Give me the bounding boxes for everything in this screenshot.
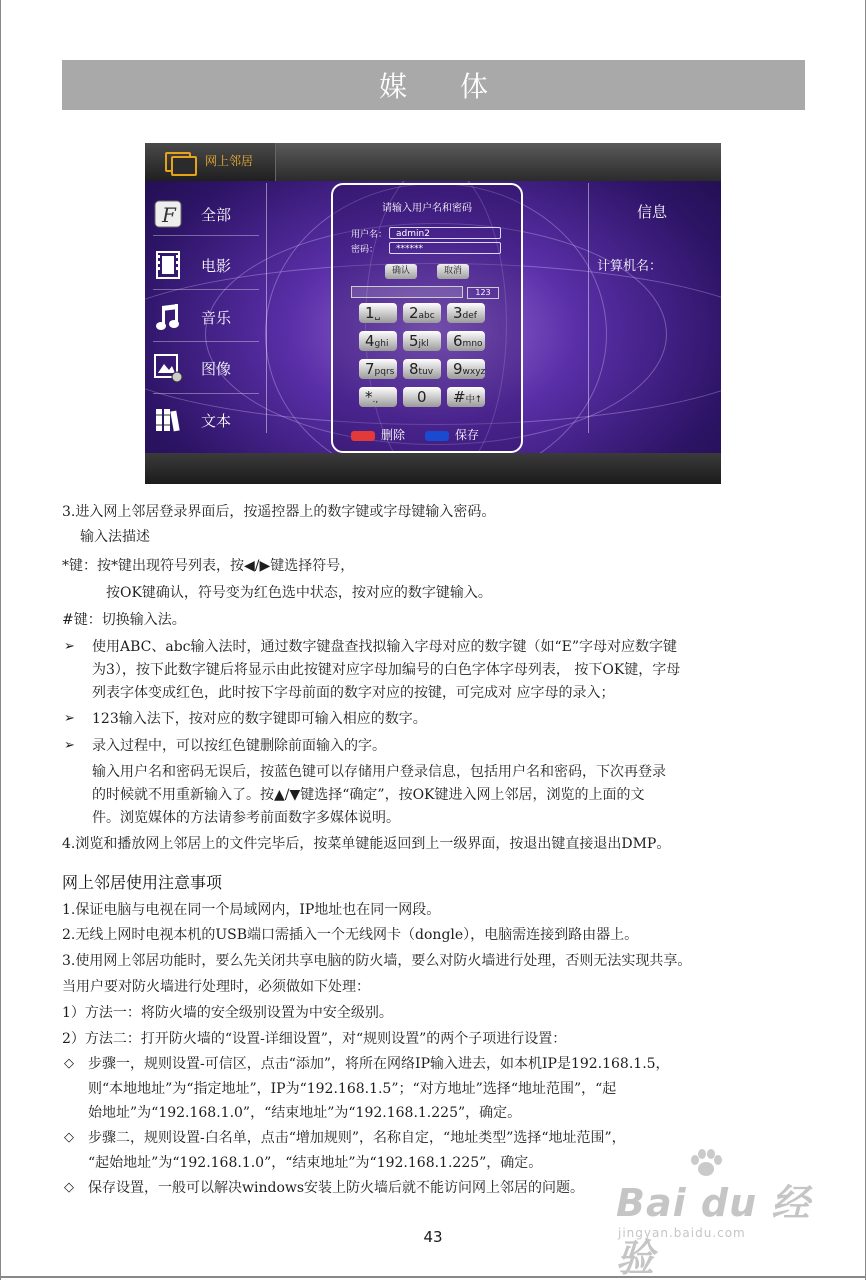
key-hash[interactable] xyxy=(447,387,485,407)
page-border-left xyxy=(0,0,1,1280)
key-main: 8 xyxy=(409,360,419,378)
menu-item-all[interactable] xyxy=(153,192,259,236)
key-main: # xyxy=(453,388,466,406)
key-6[interactable] xyxy=(447,331,485,351)
section-title: 媒 体 xyxy=(379,70,510,103)
password-input[interactable]: ****** xyxy=(389,242,501,254)
paragraph: 按OK键确认，符号变为红色选中状态，按对应的数字键输入。 xyxy=(106,585,492,601)
key-sub: tuv xyxy=(418,367,434,377)
menu-label: 电影 xyxy=(201,256,232,275)
key-main: 3 xyxy=(453,304,463,322)
menu-item-text[interactable] xyxy=(153,398,259,442)
music-note-icon xyxy=(153,302,183,332)
menu-item-music[interactable] xyxy=(153,295,259,339)
arrow-bullet-icon: ➢ xyxy=(64,738,75,753)
paragraph: 123输入法下，按对应的数字键即可输入相应的数字。 xyxy=(92,711,427,727)
key-9[interactable] xyxy=(447,359,485,379)
info-title: 信息 xyxy=(637,203,668,221)
key-4[interactable] xyxy=(359,331,397,351)
computer-name-label: 计算机名： xyxy=(597,259,663,274)
paragraph: 使用ABC、abc输入法时，通过数字键盘查找拟输入字母对应的数字键（如“E”字母对应数字键 xyxy=(92,639,678,655)
key-1[interactable] xyxy=(359,303,397,323)
key-sub: ghi xyxy=(374,339,389,349)
username-input[interactable]: admin2 xyxy=(389,227,501,239)
baidu-watermark xyxy=(596,1148,818,1280)
arrow-bullet-icon: ➢ xyxy=(64,639,75,654)
watermark-text: Bai du 经验 xyxy=(616,1181,811,1280)
paragraph: 2.无线上网时电视本机的USB端口需插入一个无线网卡（dongle），电脑需连接到路由器上。 xyxy=(62,927,639,943)
key-8[interactable] xyxy=(403,359,441,379)
red-key-icon xyxy=(351,431,375,441)
books-icon xyxy=(153,405,183,435)
blue-key-icon xyxy=(425,431,449,441)
divider-line xyxy=(588,183,589,433)
diamond-bullet-icon: ◇ xyxy=(64,1180,74,1195)
input-mode: 123 xyxy=(467,287,499,299)
username-label: 用户名： xyxy=(351,230,388,240)
menu-item-movie[interactable] xyxy=(153,243,259,287)
confirm-button[interactable]: 确认 xyxy=(385,264,417,279)
paragraph: 输入法描述 xyxy=(80,529,150,545)
paragraph: 3.使用网上邻居功能时，要么先关闭共享电脑的防火墙，要么对防火墙进行处理，否则无法实现共享。 xyxy=(62,953,692,969)
key-main: * xyxy=(365,388,373,406)
password-label: 密码： xyxy=(351,245,379,255)
paragraph: 始地址”为“192.168.1.0”，“结束地址”为“192.168.1.225”，确定。 xyxy=(88,1105,522,1121)
page-number: 43 xyxy=(423,1228,443,1246)
paragraph: 1.保证电脑与电视在同一个局域网内，IP地址也在同一网段。 xyxy=(62,902,441,918)
key-sub: def xyxy=(462,311,477,321)
paragraph: 保存设置，一般可以解决windows安装上防火墙后就不能访问网上邻居的问题。 xyxy=(88,1180,585,1196)
arrow-bullet-icon: ➢ xyxy=(64,711,75,726)
paragraph: 步骤一，规则设置-可信区，点击“添加”，将所在网络IP输入进去，如本机IP是192.168.1.5， xyxy=(88,1056,670,1072)
paragraph: 1）方法一：将防火墙的安全级别设置为中安全级别。 xyxy=(62,1005,393,1021)
menu-label: 文本 xyxy=(201,411,232,430)
paragraph: 则“本地地址”为“指定地址”，IP为“192.168.1.5”；“对方地址”选择“地址范围”，“起 xyxy=(88,1081,617,1097)
diamond-bullet-icon: ◇ xyxy=(64,1056,74,1071)
paragraph: 输入用户名和密码无误后，按蓝色键可以存储用户登录信息，包括用户名和密码，下次再登录 xyxy=(92,764,666,780)
key-sub: 中↑ xyxy=(465,395,483,405)
menu-divider xyxy=(153,341,259,342)
key-sub: abc xyxy=(418,311,435,321)
image-icon xyxy=(153,353,183,383)
save-label: 保存 xyxy=(455,428,480,442)
paragraph: 的时候就不用重新输入了。按▲/▼键选择“确定”，按OK键进入网上邻居，浏览的上面的文 xyxy=(92,787,645,803)
bottom-bar xyxy=(145,453,721,484)
key-sub: mno xyxy=(462,339,483,349)
notes-heading: 网上邻居使用注意事项 xyxy=(62,873,223,892)
top-tab xyxy=(145,143,276,181)
monitor-icon xyxy=(171,156,197,176)
paragraph: 步骤二，规则设置-白名单，点击“增加规则”，名称自定，“地址类型”选择“地址范围”， xyxy=(88,1130,626,1146)
file-f-icon xyxy=(153,199,183,229)
key-sub: pqrs xyxy=(374,367,395,377)
paragraph: #键：切换输入法。 xyxy=(62,612,186,628)
paragraph: 录入过程中，可以按红色键删除前面输入的字。 xyxy=(92,738,386,754)
key-main: 7 xyxy=(365,360,375,378)
login-dialog xyxy=(331,183,523,453)
key-0[interactable] xyxy=(403,387,441,407)
key-main: 0 xyxy=(417,388,427,406)
menu-label: 图像 xyxy=(201,359,232,378)
key-sub: wxyz xyxy=(462,367,486,377)
key-sub: jkl xyxy=(418,339,429,349)
menu-label: 音乐 xyxy=(201,308,232,327)
paragraph: *键：按*键出现符号列表，按◀/▶键选择符号， xyxy=(62,558,355,574)
svg-text:F: F xyxy=(162,203,176,227)
key-main: 1 xyxy=(365,304,375,322)
dialog-title: 请输入用户名和密码 xyxy=(382,203,472,214)
key-5[interactable] xyxy=(403,331,441,351)
divider-line xyxy=(266,183,267,433)
paragraph: 列表字体变成红色，此时按下字母前面的数字对应的按键，可完成对 应字母的录入； xyxy=(92,685,615,701)
network-neighborhood-screenshot xyxy=(145,143,721,484)
paragraph: 4.浏览和播放网上邻居上的文件完毕后，按菜单键能返回到上一级界面，按退出键直接退出DMP。 xyxy=(62,836,671,852)
diamond-bullet-icon: ◇ xyxy=(64,1130,74,1145)
menu-divider xyxy=(153,235,259,236)
paragraph: “起始地址”为“192.168.1.0”，“结束地址”为“192.168.1.225”，确定。 xyxy=(88,1155,543,1171)
key-main: 6 xyxy=(453,332,463,350)
menu-label: 全部 xyxy=(201,205,232,224)
menu-item-image[interactable] xyxy=(153,346,259,390)
menu-divider xyxy=(153,289,259,290)
paragraph: 3.进入网上邻居登录界面后，按遥控器上的数字键或字母键输入密码。 xyxy=(62,504,496,520)
paragraph: 当用户要对防火墙进行处理时，必须做如下处理： xyxy=(62,979,370,995)
menu-divider xyxy=(153,393,259,394)
key-main: 5 xyxy=(409,332,419,350)
film-icon xyxy=(153,250,183,280)
key-sub: ␣ xyxy=(374,311,381,321)
input-preview xyxy=(351,286,463,298)
section-title-bar xyxy=(62,60,805,110)
key-main: 9 xyxy=(453,360,463,378)
key-star[interactable] xyxy=(359,387,397,407)
cancel-button[interactable]: 取消 xyxy=(437,264,469,279)
key-sub: ., xyxy=(372,395,379,405)
paragraph: 件。浏览媒体的方法请参考前面数字多媒体说明。 xyxy=(92,810,400,826)
paragraph: 为3），按下此数字键后将显示由此按键对应字母加编号的白色字体字母列表， 按下OK键，字母 xyxy=(92,662,681,678)
delete-label: 删除 xyxy=(381,428,406,442)
key-main: 2 xyxy=(409,304,419,322)
paragraph: 2）方法二：打开防火墙的“设置-详细设置”，对“规则设置”的两个子项进行设置： xyxy=(62,1031,567,1047)
key-main: 4 xyxy=(365,332,375,350)
top-title: 网上邻居 xyxy=(205,154,254,168)
key-3[interactable] xyxy=(447,303,485,323)
key-2[interactable] xyxy=(403,303,441,323)
key-7[interactable] xyxy=(359,359,397,379)
watermark-url: jingyan.baidu.com xyxy=(618,1226,746,1240)
